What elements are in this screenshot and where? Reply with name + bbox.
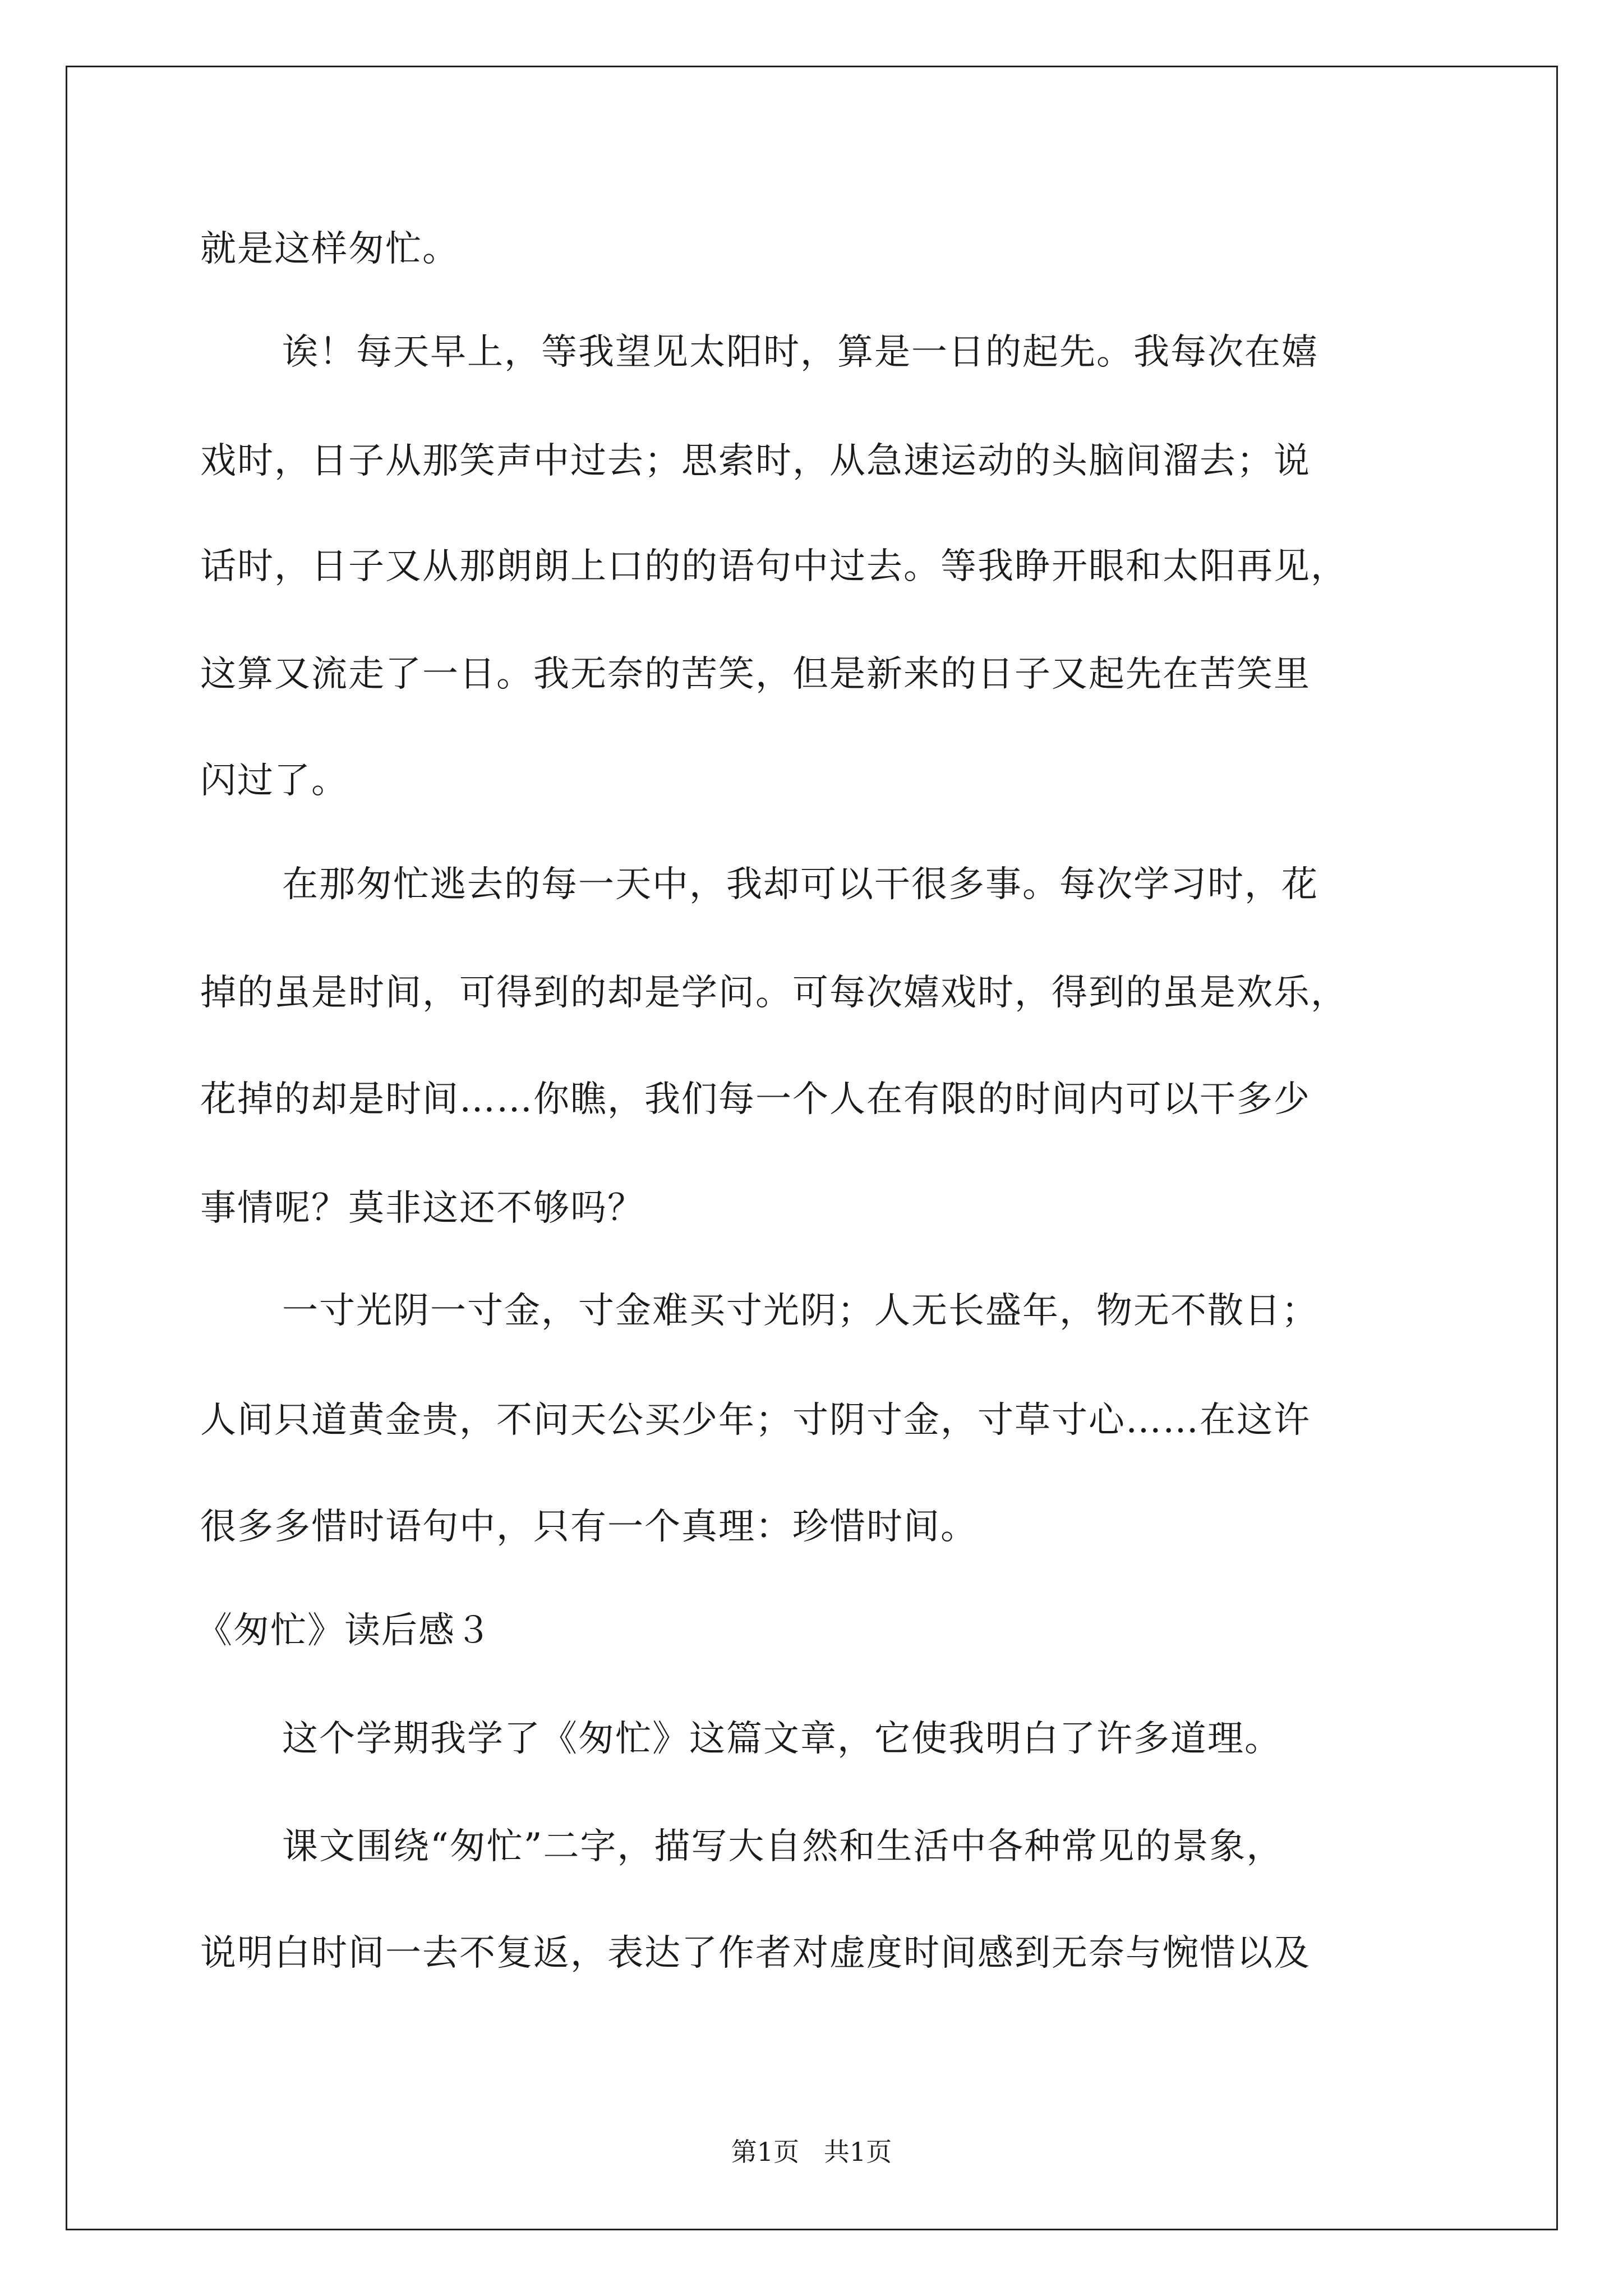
section-heading: 《匆忙》读后感３: [196, 1610, 492, 1651]
paragraph-line: 这算又流走了一日。我无奈的苦笑，但是新来的日子又起先在苦笑里: [200, 654, 1311, 695]
paragraph-line: 人间只道黄金贵，不问天公买少年；寸阴寸金，寸草寸心……在这许: [200, 1400, 1311, 1441]
paragraph-line: 诶！每天早上，等我望见太阳时，算是一日的起先。我每次在嬉: [282, 332, 1318, 373]
page-number: 第1页 共1页: [731, 2137, 892, 2167]
paragraph-line: 话时，日子又从那朗朗上口的的语句中过去。等我睁开眼和太阳再见，: [200, 546, 1348, 587]
paragraph-line: 就是这样匆忙。: [200, 228, 459, 270]
paragraph-line: 花掉的却是时间……你瞧，我们每一个人在有限的时间内可以干多少: [200, 1079, 1311, 1120]
paragraph-line: 事情呢？莫非这还不够吗？: [200, 1188, 644, 1229]
paragraph-line: 闪过了。: [200, 760, 348, 802]
paragraph-line: 说明白时间一去不复返，表达了作者对虚度时间感到无奈与惋惜以及: [200, 1932, 1311, 1974]
paragraph-line: 课文围绕“匆忙”二字，描写大自然和生活中各种常见的景象，: [282, 1826, 1284, 1867]
paragraph-line: 很多多惜时语句中，只有一个真理：珍惜时间。: [200, 1506, 978, 1548]
paragraph-line: 一寸光阴一寸金，寸金难买寸光阴；人无长盛年，物无不散日；: [282, 1290, 1318, 1332]
page-border: [66, 66, 1558, 2230]
paragraph-line: 戏时，日子从那笑声中过去；思索时，从急速运动的头脑间溜去；说: [200, 440, 1311, 482]
paragraph-line: 在那匆忙逃去的每一天中，我却可以干很多事。每次学习时，花: [282, 864, 1318, 905]
paragraph-line: 这个学期我学了《匆忙》这篇文章，它使我明白了许多道理。: [282, 1718, 1281, 1760]
paragraph-line: 掉的虽是时间，可得到的却是学问。可每次嬉戏时，得到的虽是欢乐，: [200, 972, 1348, 1014]
